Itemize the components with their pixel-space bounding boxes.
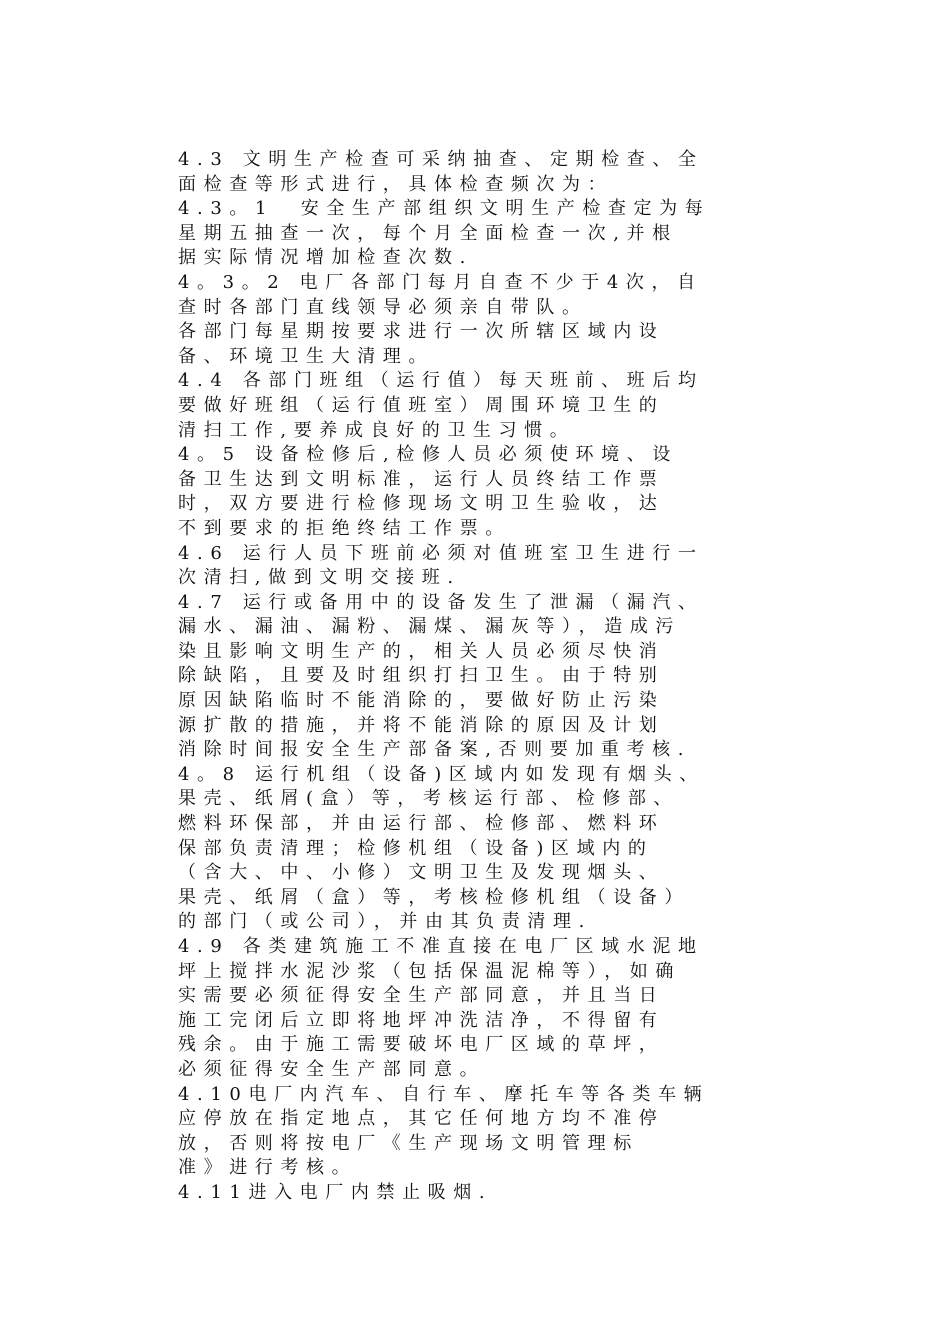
- text-line: 果壳、纸屑（盒）等，考核检修机组（设备）: [178, 886, 690, 908]
- text-line: 4。5 设备检修后,检修人员必须使环境、设: [178, 444, 678, 466]
- text-line: 4.10电厂内汽车、自行车、摩托车等各类车辆: [178, 1083, 710, 1105]
- text-line: 次清扫,做到文明交接班.: [178, 567, 461, 589]
- text-line: 查时各部门直线领导必须亲自带队。: [178, 296, 588, 318]
- text-line: 准》进行考核。: [178, 1157, 358, 1179]
- text-line: 备、环境卫生大清理。: [178, 345, 434, 367]
- text-line: 除缺陷，且要及时组织打扫卫生。由于特别: [178, 665, 665, 687]
- text-line: （含大、中、小修）文明卫生及发现烟头、: [178, 862, 665, 884]
- text-line: 要做好班组（运行值班室）周围环境卫生的: [178, 394, 665, 416]
- text-line: 4.11进入电厂内禁止吸烟.: [178, 1181, 493, 1203]
- text-line: 漏水、漏油、漏粉、漏煤、漏灰等），造成污: [178, 616, 681, 638]
- text-line: 各部门每星期按要求进行一次所辖区域内设: [178, 321, 665, 343]
- text-line: 应停放在指定地点，其它任何地方均不准停: [178, 1108, 665, 1130]
- document-body: [178, 148, 878, 1206]
- text-line: 星期五抽查一次，每个月全面检查一次,并根: [178, 222, 678, 244]
- text-line: 放，否则将按电厂《生产现场文明管理标: [178, 1132, 639, 1154]
- text-line: 时，双方要进行检修现场文明卫生验收，达: [178, 493, 665, 515]
- text-line: 4。3。2 电厂各部门每月自查不少于4次，自: [178, 271, 703, 293]
- text-line: 面检查等形式进行，具体检查频次为：: [178, 173, 614, 195]
- text-line: 残余。由于施工需要破坏电厂区域的草坪，: [178, 1034, 665, 1056]
- text-line: 燃料环保部，并由运行部、检修部、燃料环: [178, 813, 665, 835]
- text-line: 染且影响文明生产的，相关人员必须尽快消: [178, 640, 665, 662]
- text-line: 果壳、纸屑(盒）等，考核运行部、检修部、: [178, 788, 680, 810]
- text-line: 消除时间报安全生产部备案,否则要加重考核.: [178, 739, 692, 761]
- text-line: 的部门（或公司），并由其负责清理.: [178, 911, 592, 933]
- text-line: 清扫工作,要养成良好的卫生习惯。: [178, 419, 576, 441]
- text-line: 坪上搅拌水泥沙浆（包括保温泥棉等），如确: [178, 960, 681, 982]
- text-line: 4.3。1 安全生产部组织文明生产检查定为每: [178, 198, 711, 220]
- text-line: 必须征得安全生产部同意。: [178, 1058, 486, 1080]
- text-line: 4.4 各部门班组（运行值）每天班前、班后均: [178, 370, 704, 392]
- text-line: 施工完闭后立即将地坪冲洗洁净，不得留有: [178, 1009, 665, 1031]
- text-line: 4.9 各类建筑施工不准直接在电厂区域水泥地: [178, 936, 704, 957]
- text-line: 原因缺陷临时不能消除的，要做好防止污染: [178, 690, 665, 712]
- text-line: 据实际情况增加检查次数.: [178, 247, 473, 269]
- text-line: 源扩散的措施，并将不能消除的原因及计划: [178, 714, 665, 736]
- text-line: 4.3 文明生产检查可采纳抽查、定期检查、全: [178, 149, 704, 170]
- text-line: 不到要求的拒绝终结工作票。: [178, 517, 511, 539]
- text-line: 4。8 运行机组（设备)区域内如发现有烟头、: [178, 763, 705, 785]
- text-line: 备卫生达到文明标准，运行人员终结工作票: [178, 468, 665, 490]
- text-line: 实需要必须征得安全生产部同意，并且当日: [178, 985, 665, 1007]
- text-line: 保部负责清理；检修机组（设备)区域内的: [178, 837, 654, 859]
- text-line: 4.7 运行或备用中的设备发生了泄漏（漏汽、: [178, 591, 704, 613]
- text-line: 4.6 运行人员下班前必须对值班室卫生进行一: [178, 542, 704, 564]
